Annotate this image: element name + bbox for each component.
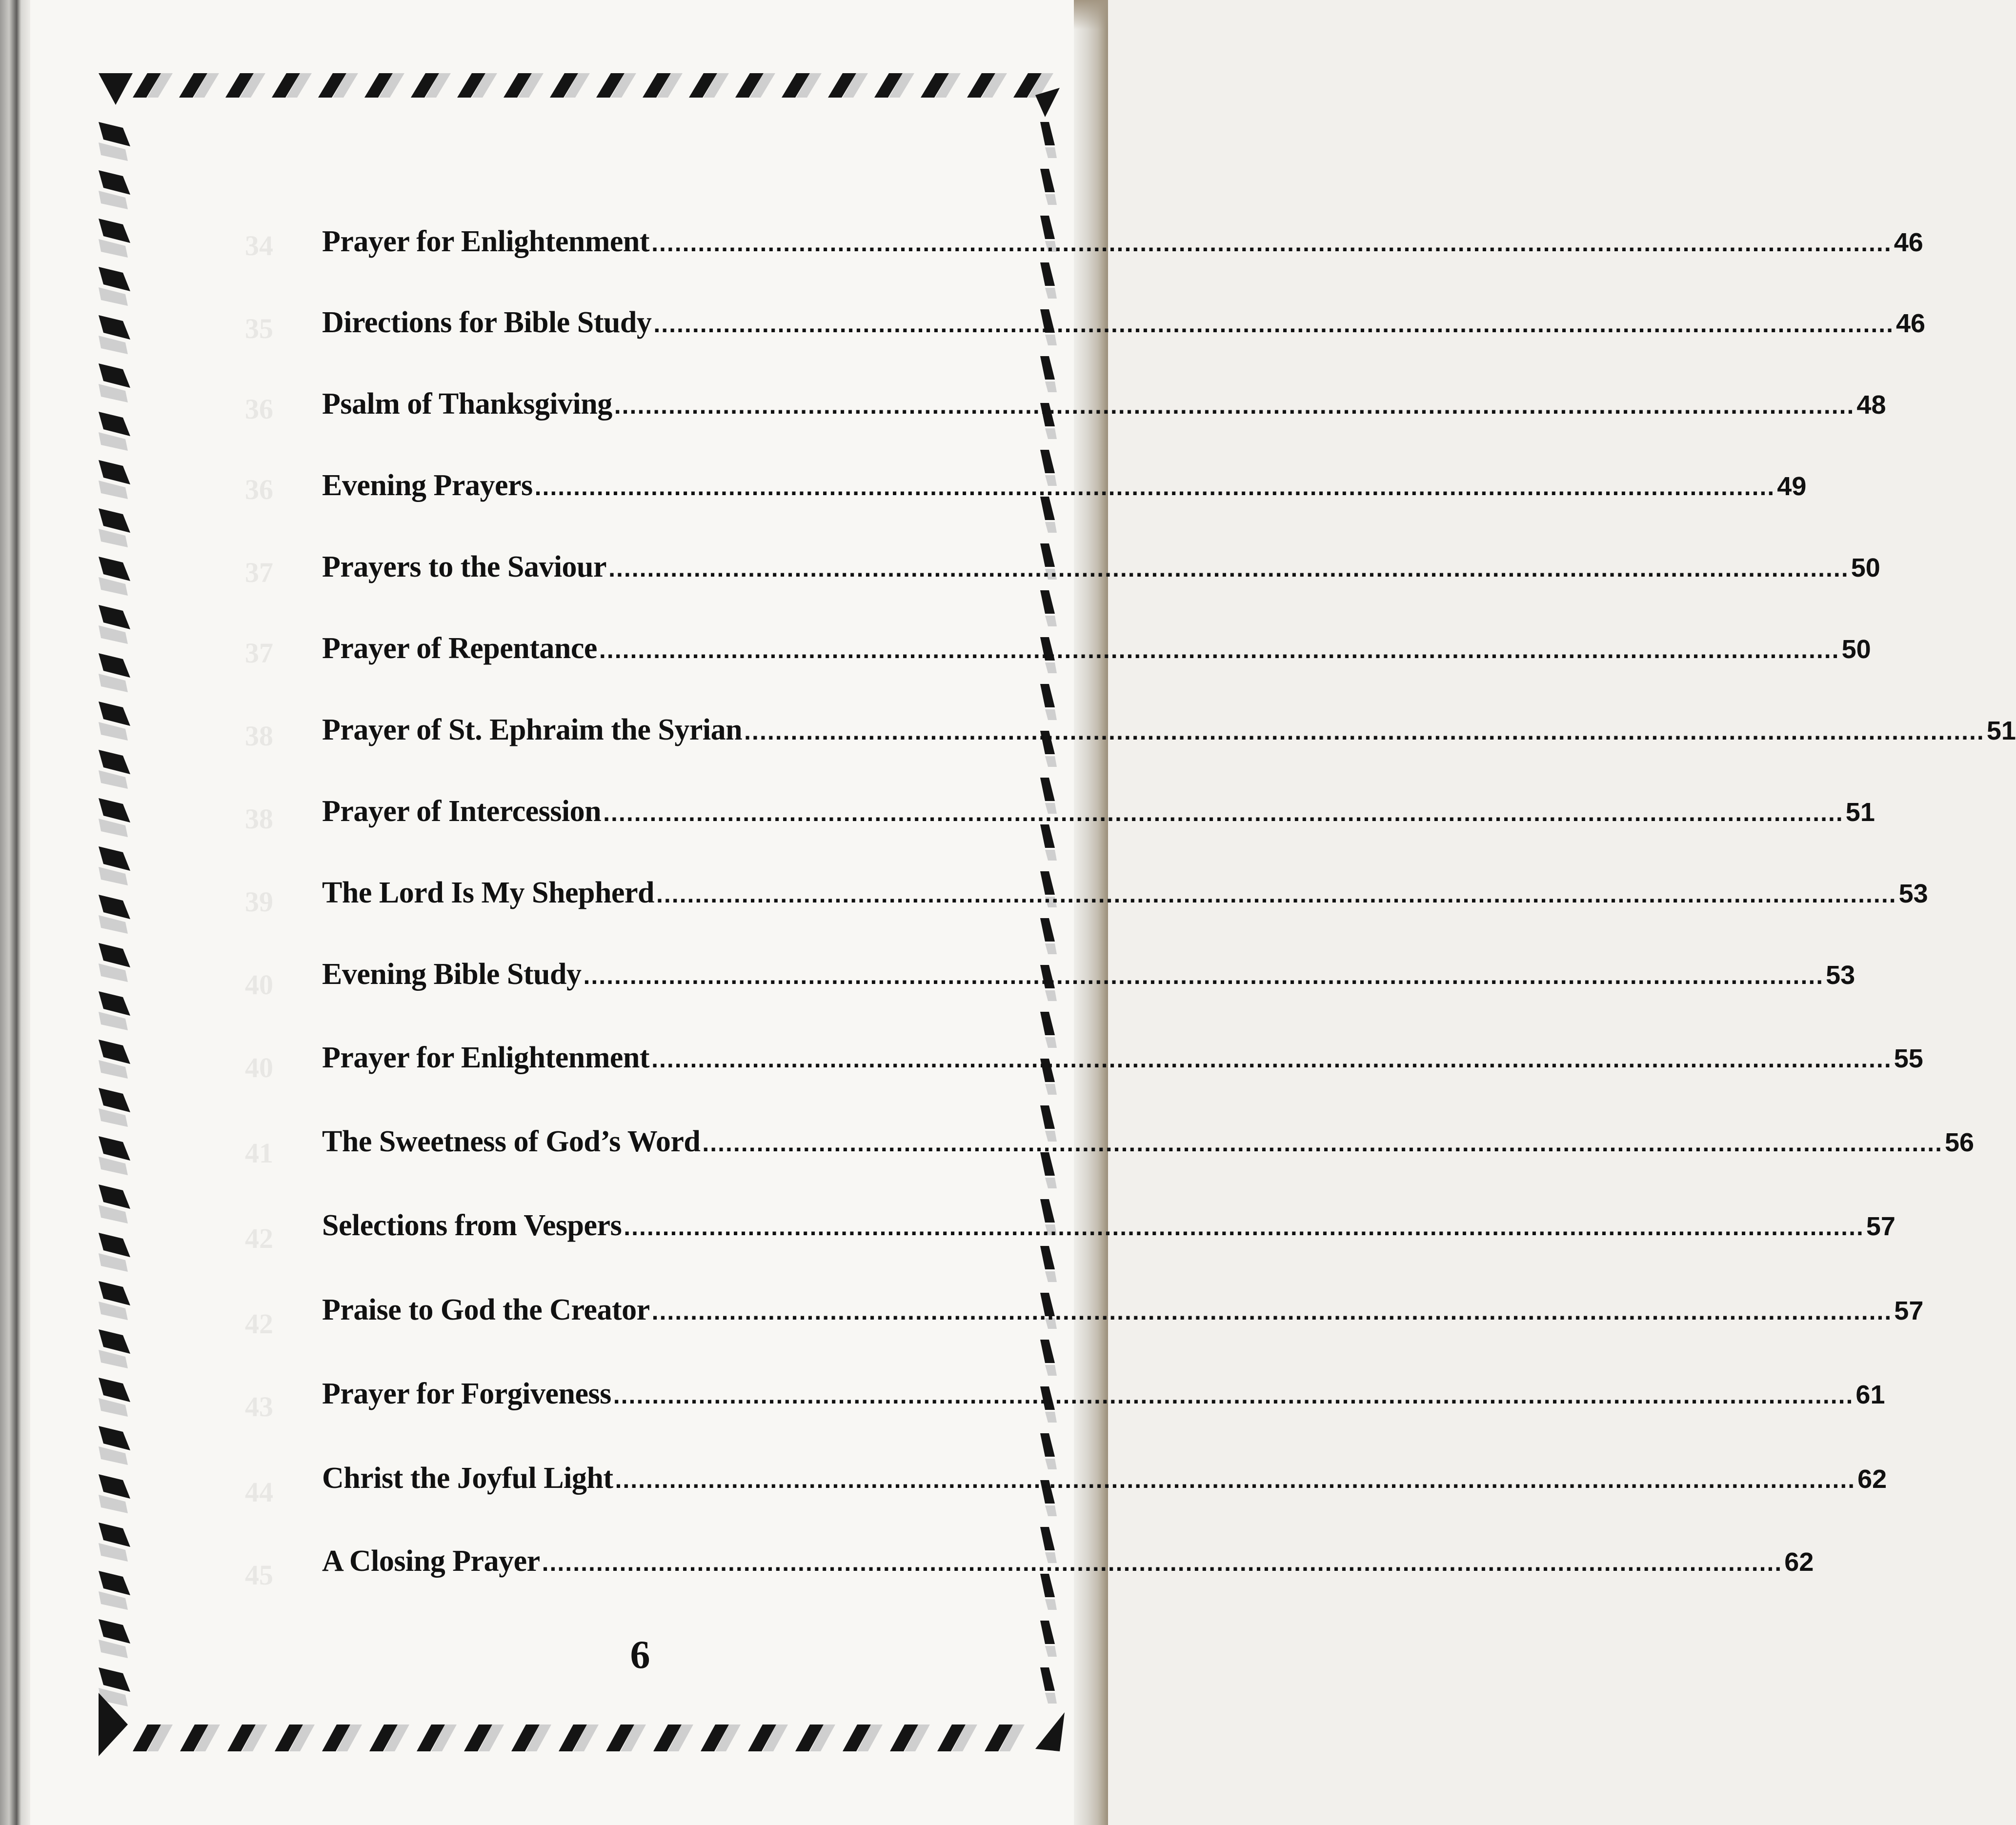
border-ornament bbox=[99, 867, 128, 885]
border-ornament bbox=[99, 1012, 128, 1030]
border-ornament bbox=[99, 481, 128, 499]
toc-dot-leader: ................................................................................................................................................................ bbox=[603, 799, 1844, 826]
toc-entry-title: Psalm of Thanksgiving bbox=[322, 387, 612, 421]
toc-dot-leader: ................................................................................................................................................................ bbox=[656, 881, 1897, 908]
border-ornament bbox=[1040, 169, 1055, 192]
toc-entry-title: Prayers to the Saviour bbox=[322, 550, 607, 583]
toc-dot-leader: ................................................................................................................................................................ bbox=[613, 1382, 1854, 1409]
border-ornament bbox=[99, 1474, 130, 1499]
toc-entry-page: 51 bbox=[1986, 716, 2016, 745]
border-ornament bbox=[99, 287, 128, 306]
toc-entry bbox=[322, 468, 1807, 507]
border-ornament bbox=[1040, 1527, 1055, 1550]
toc-dot-leader: ................................................................................................................................................................ bbox=[651, 1045, 1892, 1073]
border-ornament bbox=[99, 1495, 128, 1513]
border-ornament bbox=[99, 1088, 130, 1112]
border-ornament bbox=[99, 460, 130, 484]
bleed-through-mark: 44 bbox=[245, 1476, 273, 1508]
border-ornament bbox=[99, 1060, 128, 1079]
border-ornament bbox=[99, 219, 130, 243]
border-ornament bbox=[99, 432, 128, 451]
toc-entry-page: 51 bbox=[1845, 798, 1875, 827]
toc-entry-page: 61 bbox=[1855, 1380, 1885, 1409]
toc-entry-page: 56 bbox=[1945, 1128, 1975, 1157]
border-ornament bbox=[99, 1329, 130, 1354]
toc-entry-page: 46 bbox=[1894, 228, 1923, 257]
toc-entry-page: 46 bbox=[1896, 309, 1926, 338]
border-ornament bbox=[99, 142, 128, 161]
toc-dot-leader: ................................................................................................................................................................ bbox=[651, 1298, 1893, 1325]
border-ornament bbox=[1035, 1712, 1065, 1751]
border-ornament bbox=[99, 991, 130, 1016]
toc-entry-page: 53 bbox=[1898, 879, 1928, 908]
bleed-through-mark: 42 bbox=[245, 1308, 273, 1340]
border-ornament bbox=[99, 1619, 130, 1644]
bleed-through-mark: 38 bbox=[245, 720, 273, 752]
border-ornament bbox=[1040, 262, 1055, 286]
border-ornament bbox=[99, 1571, 130, 1595]
border-ornament bbox=[99, 653, 130, 678]
toc-entry-title: Prayer for Enlightenment bbox=[322, 1041, 650, 1074]
toc-entry bbox=[322, 1544, 1814, 1583]
toc-entry-title: Evening Prayers bbox=[322, 469, 533, 502]
toc-entry-page: 53 bbox=[1826, 961, 1855, 990]
border-ornament bbox=[1045, 522, 1057, 533]
border-ornament bbox=[99, 1523, 130, 1547]
toc-entry-page: 50 bbox=[1841, 635, 1871, 664]
border-ornament bbox=[1040, 1433, 1055, 1457]
border-ornament bbox=[99, 1667, 130, 1692]
border-ornament bbox=[1040, 1667, 1055, 1691]
border-ornament bbox=[1045, 1084, 1057, 1095]
border-ornament bbox=[1045, 1693, 1057, 1704]
border-ornament bbox=[99, 122, 130, 146]
border-ornament bbox=[1040, 684, 1055, 707]
toc-entry-title: The Lord Is My Shepherd bbox=[322, 876, 654, 909]
border-ornament bbox=[99, 1253, 128, 1272]
border-ornament bbox=[99, 267, 130, 291]
border-ornament bbox=[99, 73, 133, 105]
border-ornament bbox=[99, 1350, 128, 1368]
bleed-through-mark: 43 bbox=[245, 1391, 273, 1423]
border-ornament bbox=[99, 770, 128, 789]
toc-entry bbox=[322, 550, 1880, 589]
border-ornament bbox=[99, 336, 128, 354]
border-ornament bbox=[99, 1157, 128, 1175]
border-ornament bbox=[1045, 662, 1057, 673]
border-ornament bbox=[99, 702, 130, 726]
toc-entry-title: Christ the Joyful Light bbox=[322, 1462, 613, 1495]
toc-entry-page: 62 bbox=[1784, 1547, 1814, 1577]
border-ornament bbox=[99, 605, 130, 629]
border-ornament bbox=[1045, 616, 1057, 626]
border-ornament bbox=[1040, 356, 1055, 380]
border-ornament bbox=[1040, 1340, 1055, 1363]
border-ornament bbox=[1045, 1599, 1057, 1610]
border-ornament bbox=[99, 1378, 130, 1402]
border-ornament bbox=[99, 239, 128, 258]
toc-entry bbox=[322, 387, 1886, 426]
border-ornament bbox=[99, 170, 130, 195]
border-ornament bbox=[99, 798, 130, 822]
toc-entry-page: 62 bbox=[1857, 1464, 1887, 1494]
border-ornament bbox=[99, 363, 130, 388]
bleed-through-mark: 40 bbox=[245, 1052, 273, 1083]
toc-dot-leader: ................................................................................................................................................................ bbox=[651, 229, 1892, 257]
border-ornament bbox=[99, 1040, 130, 1064]
border-ornament bbox=[99, 1446, 128, 1465]
bleed-through-mark: 42 bbox=[245, 1223, 273, 1254]
bleed-through-mark: 35 bbox=[245, 313, 273, 344]
border-ornament bbox=[1045, 194, 1057, 205]
toc-dot-leader: ................................................................................................................................................................ bbox=[583, 962, 1824, 989]
toc-entry bbox=[322, 1208, 1895, 1247]
toc-entry bbox=[322, 631, 1871, 670]
toc-entry bbox=[322, 1124, 1975, 1163]
border-ornament bbox=[99, 943, 130, 967]
border-ornament bbox=[99, 915, 128, 934]
toc-entry bbox=[322, 1461, 1887, 1500]
border-ornament bbox=[99, 1184, 130, 1209]
bleed-through-mark: 34 bbox=[245, 230, 273, 261]
border-ornament bbox=[99, 846, 130, 871]
toc-entry-page: 57 bbox=[1866, 1212, 1895, 1241]
toc-entry-title: Prayer of St. Ephraim the Syrian bbox=[322, 713, 743, 746]
toc-entry-title: Prayer for Forgiveness bbox=[322, 1377, 611, 1410]
border-ornament bbox=[99, 1281, 130, 1305]
border-ornament bbox=[99, 625, 128, 644]
toc-entry bbox=[322, 1041, 1923, 1080]
border-ornament bbox=[1040, 1012, 1055, 1035]
bleed-through-mark: 45 bbox=[245, 1559, 273, 1591]
toc-entry bbox=[322, 305, 1926, 344]
bleed-through-mark: 39 bbox=[245, 886, 273, 918]
border-ornament bbox=[99, 1136, 130, 1161]
toc-entry-title: Prayer for Enlightenment bbox=[322, 225, 650, 258]
toc-entry-page: 57 bbox=[1894, 1296, 1924, 1325]
toc-entry-page: 50 bbox=[1851, 553, 1880, 582]
border-ornament bbox=[1045, 1505, 1057, 1516]
toc-entry bbox=[322, 1293, 1924, 1332]
toc-entry bbox=[322, 876, 1928, 915]
toc-entry-page: 49 bbox=[1777, 472, 1807, 501]
border-ornament bbox=[99, 191, 128, 209]
toc-entry bbox=[322, 957, 1855, 996]
page bbox=[30, 0, 2016, 1825]
border-ornament bbox=[99, 508, 130, 533]
toc-entry-title: Selections from Vespers bbox=[322, 1209, 622, 1242]
toc-dot-leader: ................................................................................................................................................................ bbox=[599, 636, 1840, 663]
bleed-through-mark: 37 bbox=[245, 557, 273, 588]
border-ornament bbox=[99, 895, 130, 919]
border-ornament bbox=[99, 722, 128, 741]
border-ornament bbox=[1045, 381, 1057, 392]
border-ornament bbox=[99, 1543, 128, 1562]
book-spine-edge bbox=[0, 0, 30, 1825]
border-ornament bbox=[1040, 450, 1055, 473]
border-ornament bbox=[99, 963, 128, 982]
border-ornament bbox=[99, 674, 128, 692]
border-ornament bbox=[99, 529, 128, 547]
bleed-through-mark: 41 bbox=[245, 1137, 273, 1169]
toc-entry-title: The Sweetness of God’s Word bbox=[322, 1125, 701, 1158]
bleed-through-mark: 38 bbox=[245, 803, 273, 835]
toc-entry-title: Prayer of Intercession bbox=[322, 795, 602, 828]
border-ornament bbox=[1045, 1271, 1057, 1282]
border-ornament bbox=[99, 1302, 128, 1320]
bleed-through-mark: 40 bbox=[245, 969, 273, 1001]
border-ornament bbox=[1045, 288, 1057, 299]
border-ornament bbox=[1040, 1105, 1055, 1129]
border-ornament bbox=[1040, 1621, 1055, 1644]
toc-entry bbox=[322, 224, 1923, 263]
border-ornament bbox=[99, 1426, 130, 1450]
toc-dot-leader: ................................................................................................................................................................ bbox=[615, 1466, 1856, 1493]
border-ornament bbox=[1045, 147, 1057, 158]
toc-dot-leader: ................................................................................................................................................................ bbox=[534, 473, 1775, 501]
border-ornament bbox=[99, 1398, 128, 1417]
toc-entry-title: Prayer of Repentance bbox=[322, 632, 597, 665]
border-ornament bbox=[1045, 1178, 1057, 1188]
border-ornament bbox=[1045, 1646, 1057, 1657]
toc-entry bbox=[322, 794, 1875, 833]
bleed-through-mark: 36 bbox=[245, 474, 273, 505]
border-ornament bbox=[99, 1205, 128, 1223]
border-ornament bbox=[1040, 122, 1055, 145]
border-ornament bbox=[1045, 428, 1057, 439]
toc-entry-title: Directions for Bible Study bbox=[322, 306, 652, 339]
bleed-through-mark: 37 bbox=[245, 637, 273, 669]
border-ornament bbox=[99, 819, 128, 837]
toc-entry bbox=[322, 1377, 1885, 1416]
border-ornament bbox=[99, 1108, 128, 1127]
toc-entry-title: Praise to God the Creator bbox=[322, 1293, 650, 1326]
border-ornament bbox=[1040, 918, 1055, 942]
border-ornament bbox=[1040, 824, 1055, 848]
toc-entry-page: 55 bbox=[1894, 1044, 1923, 1073]
toc-entry-title: A Closing Prayer bbox=[322, 1544, 540, 1578]
border-ornament bbox=[1045, 756, 1057, 767]
border-ornament bbox=[1045, 1365, 1057, 1376]
toc-dot-leader: ................................................................................................................................................................ bbox=[608, 555, 1849, 582]
border-ornament bbox=[99, 1233, 130, 1257]
toc-dot-leader: ................................................................................................................................................................ bbox=[702, 1129, 1943, 1157]
toc-dot-leader: ................................................................................................................................................................ bbox=[653, 310, 1895, 338]
border-ornament bbox=[1040, 1574, 1055, 1597]
toc-dot-leader: ................................................................................................................................................................ bbox=[744, 718, 1985, 745]
toc-entry-page: 48 bbox=[1856, 390, 1886, 420]
toc-dot-leader: ................................................................................................................................................................ bbox=[624, 1213, 1864, 1241]
border-ornament bbox=[99, 1591, 128, 1610]
border-ornament bbox=[1045, 943, 1057, 954]
page-number: 6 bbox=[630, 1632, 650, 1677]
border-ornament bbox=[1045, 990, 1057, 1001]
border-ornament bbox=[99, 750, 130, 774]
toc-entry bbox=[322, 713, 2016, 752]
border-ornament bbox=[1045, 850, 1057, 861]
border-ornament bbox=[99, 1640, 128, 1658]
border-ornament bbox=[1040, 778, 1055, 801]
bleed-through-mark: 36 bbox=[245, 393, 273, 425]
toc-dot-leader: ................................................................................................................................................................ bbox=[614, 392, 1855, 419]
toc-entry-title: Evening Bible Study bbox=[322, 958, 582, 991]
border-ornament bbox=[1040, 1246, 1055, 1269]
border-ornament bbox=[99, 384, 128, 402]
toc-dot-leader: ................................................................................................................................................................ bbox=[542, 1549, 1783, 1576]
border-ornament bbox=[99, 315, 130, 340]
border-ornament bbox=[99, 577, 128, 596]
border-ornament bbox=[99, 557, 130, 581]
border-ornament bbox=[1045, 1412, 1057, 1423]
border-ornament bbox=[1040, 590, 1055, 614]
border-ornament bbox=[99, 412, 130, 436]
